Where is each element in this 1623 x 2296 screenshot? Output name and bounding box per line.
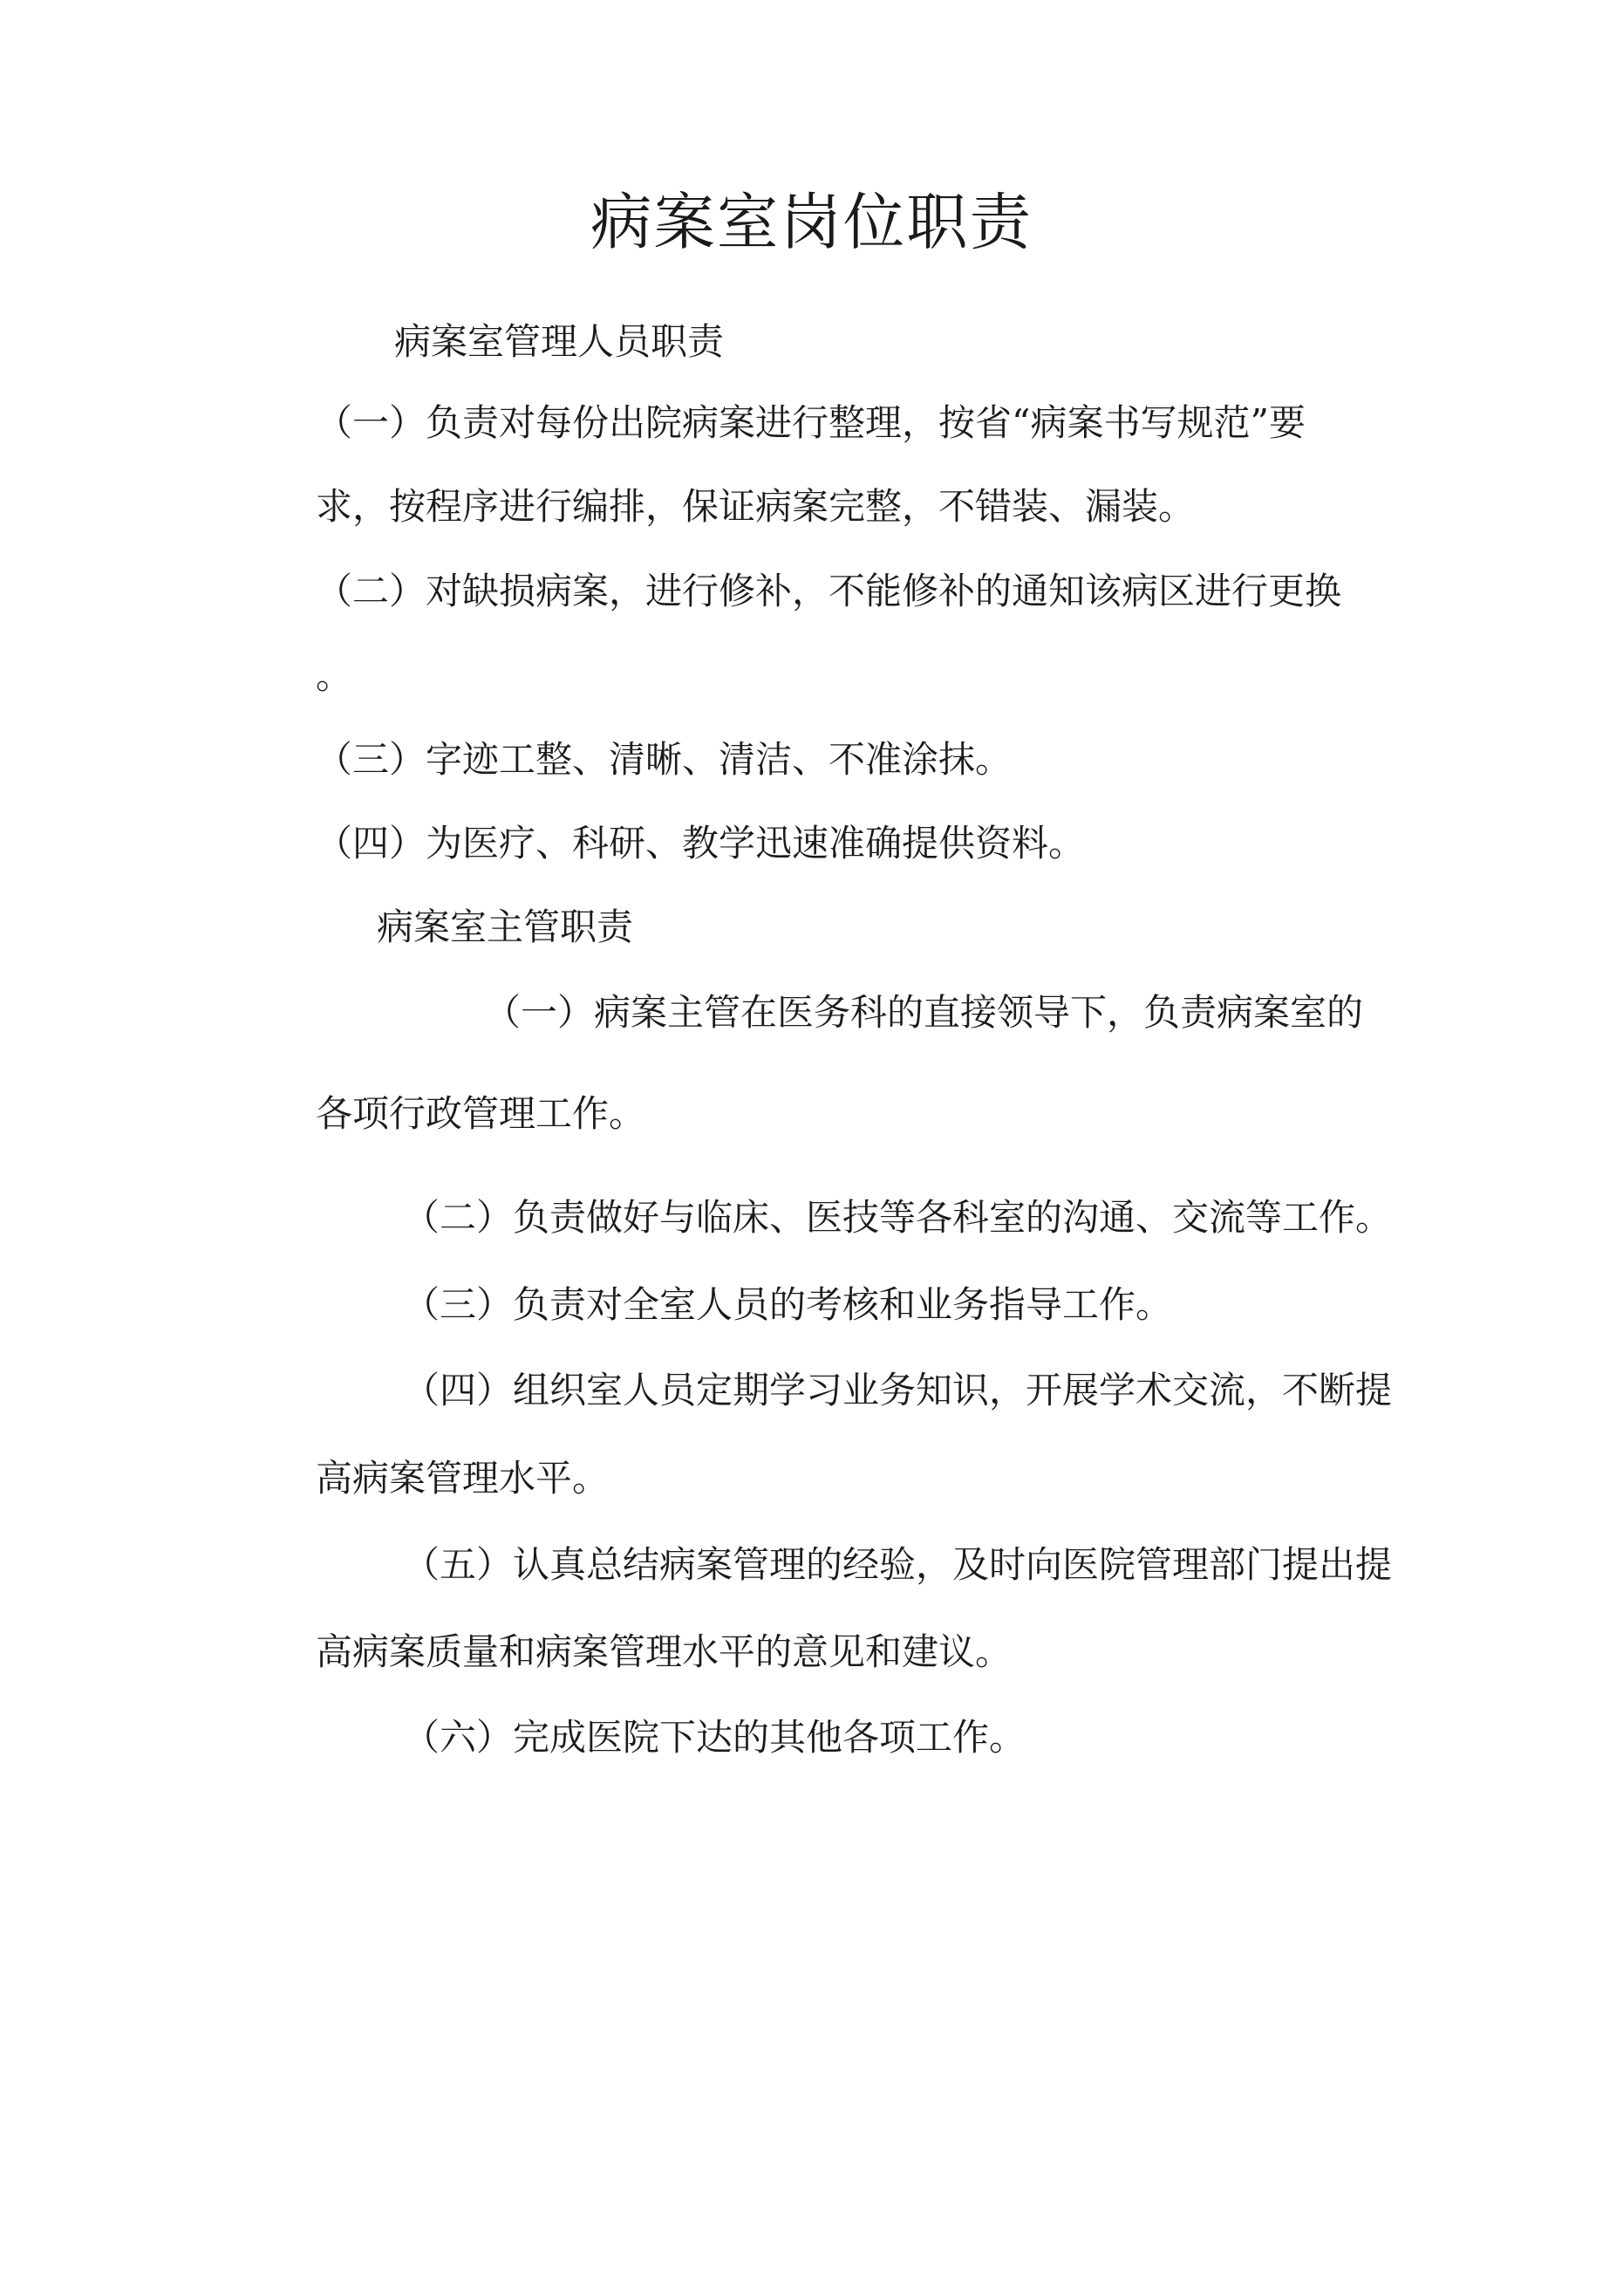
duty-line: 高病案质量和病案管理水平的意见和建议。 (316, 1630, 1013, 1673)
duty-line: （五）认真总结病案管理的经验，及时向医院管理部门提出提 (403, 1543, 1393, 1586)
duty-line: （一）负责对每份出院病案进行整理，按省“病案书写规范”要 (316, 401, 1306, 444)
duty-line: （四）组织室人员定期学习业务知识，开展学术交流，不断提 (403, 1369, 1393, 1411)
duty-line: 高病案管理水平。 (316, 1457, 610, 1500)
duty-line: 求，按程序进行编排，保证病案完整，不错装、漏装。 (316, 485, 1196, 528)
duty-line: （二）负责做好与临床、医技等各科室的沟通、交流等工作。 (403, 1196, 1393, 1239)
duty-line: （三）负责对全室人员的考核和业务指导工作。 (403, 1283, 1173, 1326)
section-heading-records-supervisor: 病案室主管职责 (377, 905, 634, 948)
duty-line: （三）字迹工整、清晰、清洁、不准涂抹。 (316, 738, 1013, 781)
section-heading-records-staff: 病案室管理人员职责 (394, 320, 725, 363)
duty-line: （六）完成医院下达的其他各项工作。 (403, 1716, 1026, 1759)
duty-line: （四）为医疗、科研、教学迅速准确提供资料。 (316, 822, 1086, 864)
duty-line: （一）病案主管在医务科的直接领导下，负责病案室的 (484, 991, 1364, 1034)
duty-line: 。 (316, 654, 353, 697)
duty-line: 各项行政管理工作。 (316, 1092, 646, 1135)
page-title: 病案室岗位职责 (590, 187, 1033, 258)
duty-line: （二）对缺损病案，进行修补，不能修补的通知该病区进行更换 (316, 570, 1342, 612)
